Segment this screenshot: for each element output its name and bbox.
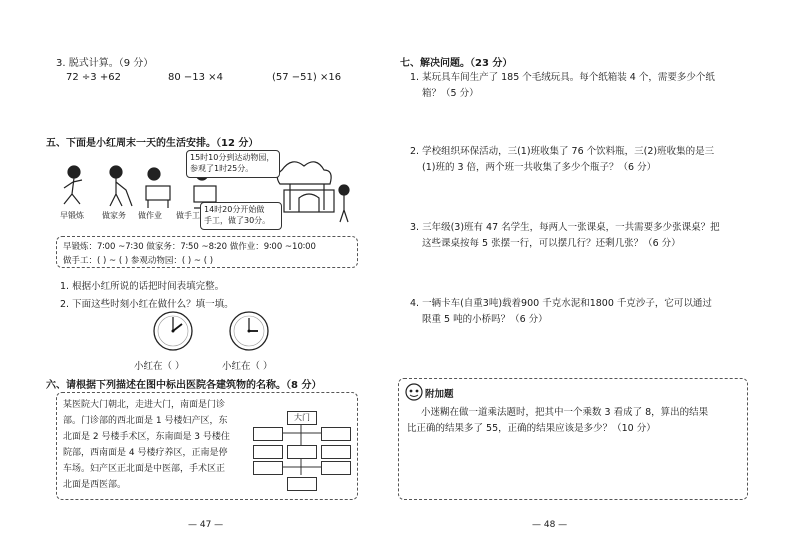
map-slot-west-1[interactable] [253,445,283,459]
desc-line-5: 车场。妇产区正北面是中医部，手术区正 [63,464,226,474]
q3-expr-1: 72 ÷3 +62 [66,72,121,83]
figure-homework [146,168,170,208]
bubble-zoo-line-1: 15时10分到达动物园， [190,153,275,162]
section5-q1: 1. 根据小红所说的话把时间表填完整。 [60,281,225,292]
map-slot-northwest-top[interactable] [253,427,283,441]
bubble-zoo-line-2: 参观了1时25分。 [190,164,254,173]
q3-expr-2: 80 −13 ×4 [168,72,223,83]
figure-running [64,166,82,204]
bonus-line-2: 比正确的结果多了 55，正确的结果应该是多少？（10 分） [407,423,656,434]
clock-answer-2: 小红在（ ） [222,361,273,372]
problem-3 [410,220,720,252]
bonus-title: 附加题 [425,389,454,400]
problem-1 [410,70,715,102]
schedule-box [56,236,358,268]
q3-expr-3: (57 −51) ×16 [272,72,342,83]
problem-4 [410,296,712,328]
problem-3-line-2: 这些课桌按每 5 张摆一行，可以摆几行？还剩几张？（6 分） [422,238,681,249]
problem-2-line-1: 2. 学校组织环保活动，三(1)班收集了 76 个饮料瓶，三(2)班收集的是三 [410,146,715,157]
speech-bubble-zoo [186,150,280,178]
map-slot-southeast[interactable] [321,461,351,475]
activity-label-chores: 做家务 [102,211,126,220]
map-slot-south[interactable] [287,477,317,491]
hospital-map [249,405,353,493]
figure-chores [110,166,132,206]
schedule-line-1: 早锻炼：7∶00 ~7∶30 做家务：7∶50 ~8∶20 做作业：9∶00 ~10∶00 [63,242,316,252]
page-number-left: — 47 — [188,520,224,530]
q3-heading: 3. 脱式计算。（9 分） [56,58,154,69]
problem-4-line-2: 限重 5 吨的小桥吗？（6 分） [422,314,548,325]
activity-label-exercise: 早锻炼 [60,211,84,220]
gate-box: 大门 [287,411,317,425]
problem-4-line-1: 4. 一辆卡车(自重3吨)载着900 千克水泥和1800 千克沙子，它可以通过 [410,298,712,309]
map-slot-northeast-top[interactable] [321,427,351,441]
hospital-description [63,397,230,493]
zoo-scene [277,162,334,212]
activity-label-homework: 做作业 [138,211,162,220]
desc-line-2: 部。门诊部的西北面是 1 号楼妇产区，东 [63,416,228,426]
activity-label-handcraft: 做手工 [176,211,200,220]
clock-icon-1 [152,310,194,352]
bonus-box [398,378,748,500]
bonus-text [407,405,708,437]
problem-2 [410,144,714,176]
speech-bubble-handcraft [200,202,282,230]
problem-3-line-1: 3. 三年级(3)班有 47 名学生，每两人一张课桌，一共需要多少张课桌？把 [410,222,720,233]
problem-2-line-2: (1)班的 3 倍，两个班一共收集了多少个瓶子？（6 分） [422,162,657,173]
schedule-line-2: 做手工：( ) ~ ( ) 参观动物园：( ) ~ ( ) [63,256,214,266]
section5-q2: 2. 下面这些时刻小红在做什么？填一填。 [60,299,234,310]
desc-line-4: 院部，西南面是 4 号楼疗养区，正南是停 [63,448,228,458]
figure-zoo-girl [339,185,349,222]
section7-heading: 七、解决问题。（23 分） [400,58,513,69]
clock-answer-1: 小红在（ ） [134,361,185,372]
map-slot-east-1[interactable] [321,445,351,459]
page-number-right: — 48 — [532,520,568,530]
section6-heading: 六、请根据下列描述在图中标出医院各建筑物的名称。（8 分） [46,380,322,391]
hospital-box [56,392,358,500]
bonus-line-1: 小迷糊在做一道乘法题时，把其中一个乘数 3 看成了 8，算出的结果 [421,407,709,418]
problem-1-line-1: 1. 某玩具车间生产了 185 个毛绒玩具。每个纸箱装 4 个，需要多少个纸 [410,72,715,83]
desc-line-1: 某医院大门朝北，走进大门，南面是门诊 [63,400,226,410]
map-slot-southwest[interactable] [253,461,283,475]
map-slot-center[interactable] [287,445,317,459]
bubble-handcraft-line-2: 手工，做了30分。 [204,216,271,225]
bonus-badge-icon [405,383,423,401]
problem-1-line-2: 箱？（5 分） [422,88,479,99]
section5-heading: 五、下面是小红周末一天的生活安排。（12 分） [46,138,259,149]
bubble-handcraft-line-1: 14时20分开始做 [204,205,265,214]
clock-icon-2 [228,310,270,352]
desc-line-6: 北面是西医部。 [63,480,127,490]
desc-line-3: 北面是 2 号楼手术区，东南面是 3 号楼住 [63,432,230,442]
